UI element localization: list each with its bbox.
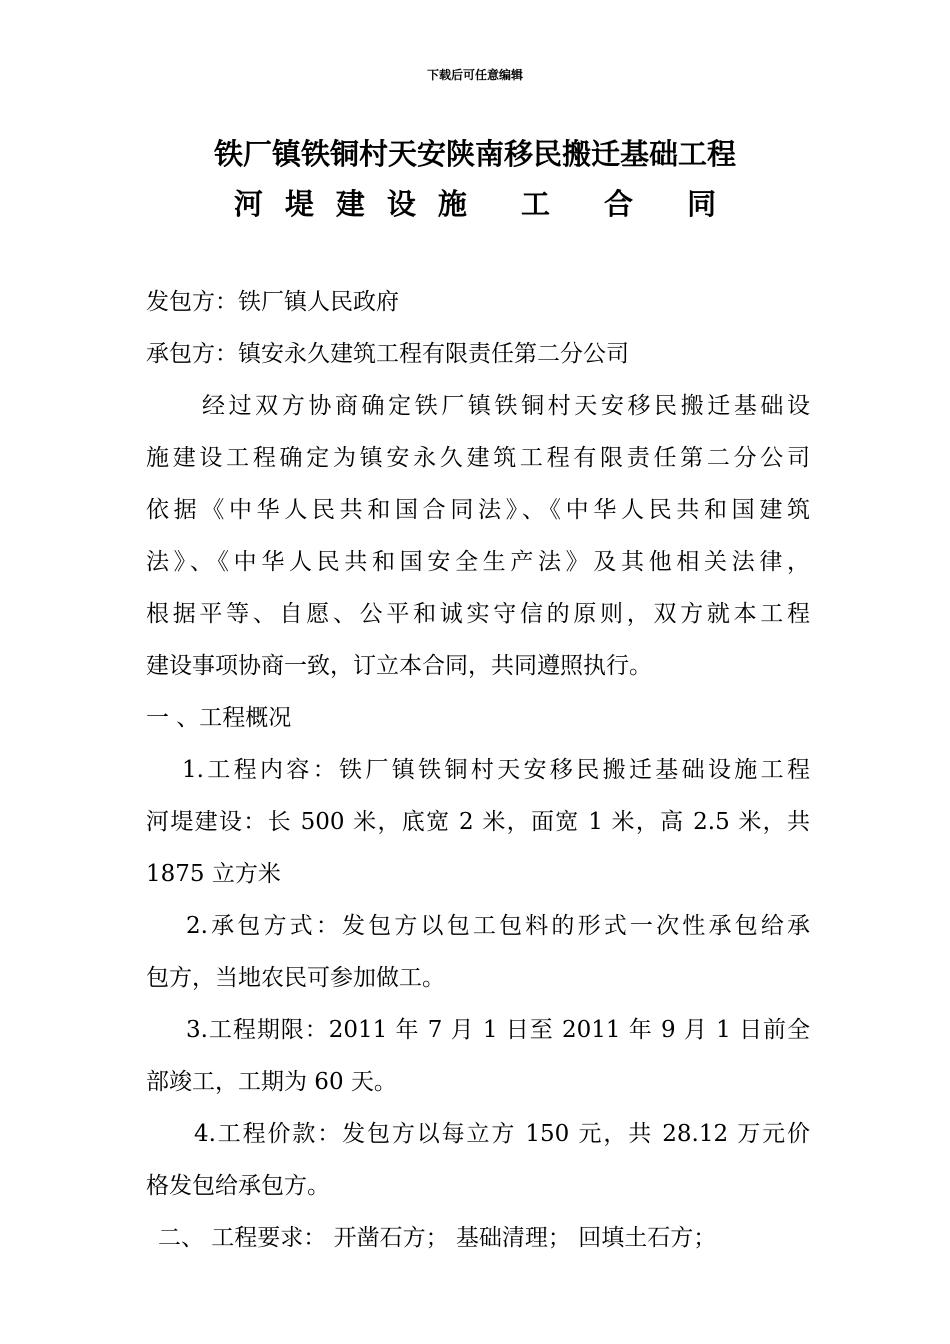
intro-line: 根据平等、自愿、公平和诚实守信的原则，双方就本工程 bbox=[146, 601, 810, 627]
intro-line: 经过双方协商确定铁厂镇铁铜村天安移民搬迁基础设 bbox=[202, 393, 810, 419]
section-1-heading: 一 、工程概况 bbox=[146, 705, 292, 731]
contractor-line: 承包方：镇安永久建筑工程有限责任第二分公司 bbox=[146, 341, 629, 367]
intro-line: 建设事项协商一致，订立本合同，共同遵照执行。 bbox=[146, 653, 652, 679]
contract-title-line-2: 河堤建设施 工 合 同 bbox=[233, 187, 739, 221]
intro-line: 依据《中华人民共和国合同法》、《中华人民共和国建筑 bbox=[146, 497, 810, 523]
item-1-line: 1875 立方米 bbox=[146, 861, 281, 887]
contract-body bbox=[146, 276, 810, 1264]
employer-line: 发包方：铁厂镇人民政府 bbox=[146, 289, 399, 315]
intro-line: 施建设工程确定为镇安永久建筑工程有限责任第二分公司 bbox=[146, 445, 810, 471]
section-2-heading: 二、 工程要求： 开凿石方； 基础清理； 回填土石方； bbox=[158, 1225, 717, 1251]
item-2-line: 2.承包方式：发包方以包工包料的形式一次性承包给承 bbox=[186, 913, 810, 939]
item-4-line: 格发包给承包方。 bbox=[146, 1173, 330, 1199]
item-3-line: 3.工程期限：2011 年 7 月 1 日至 2011 年 9 月 1 日前全 bbox=[186, 1017, 810, 1043]
item-1-line: 1.工程内容：铁厂镇铁铜村天安移民搬迁基础设施工程 bbox=[182, 757, 810, 783]
item-4-line: 4.工程价款：发包方以每立方 150 元，共 28.12 万元价 bbox=[194, 1121, 810, 1147]
item-1-line: 河堤建设：长 500 米，底宽 2 米，面宽 1 米，高 2.5 米，共 bbox=[146, 809, 810, 835]
item-3-line: 部竣工，工期为 60 天。 bbox=[146, 1069, 397, 1095]
contract-title-line-1: 铁厂镇铁铜村天安陕南移民搬迁基础工程 bbox=[213, 137, 736, 171]
intro-line: 法》、《中华人民共和国安全生产法》及其他相关法律， bbox=[146, 549, 810, 575]
item-2-line: 包方，当地农民可参加做工。 bbox=[146, 965, 445, 991]
header-note: 下载后可任意编辑 bbox=[426, 68, 523, 82]
